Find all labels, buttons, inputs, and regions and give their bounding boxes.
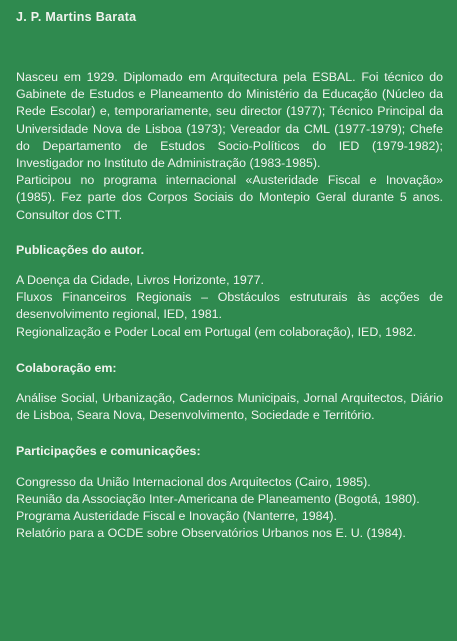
publication-item: Regionalização e Poder Local em Portugal (em colaboração), IED, 1982.	[16, 324, 417, 339]
publications-heading: Publicações do autor.	[16, 242, 145, 257]
biography	[16, 69, 443, 224]
publication-item: A Doença da Cidade, Livros Horizonte, 1977.	[16, 273, 264, 288]
collaboration-heading: Colaboração em:	[16, 360, 117, 375]
participation-item: Congresso da União Internacional dos Arquitectos (Cairo, 1985).	[16, 474, 371, 489]
collaboration-list	[16, 390, 443, 424]
collaboration-text: Análise Social, Urbanização, Cadernos Municipais, Jornal Arquitectos, Diário de Lisboa, Seara Nova, Desenvolvimento, Sociedade e Território.	[16, 391, 443, 423]
publication-item: Fluxos Financeiros Regionais – Obstáculos estruturais às acções de desenvolvimento regional, IED, 1981.	[16, 290, 443, 322]
participations-heading: Participações e comunicações:	[16, 444, 201, 459]
publications-list	[16, 272, 443, 341]
participation-item: Programa Austeridade Fiscal e Inovação (Nanterre, 1984).	[16, 509, 337, 524]
participations-list	[16, 474, 443, 543]
bio-paragraph: Nasceu em 1929. Diplomado em Arquitectura pela ESBAL. Foi técnico do Gabinete de Estudos e Planeamento do Ministério da Educação (Núcleo da Rede Escolar) e, temporariamente, seu director (1977); Técnico Principal da Universidade Nova de Lisboa (1973); Vereador da CML (1977-1979); Chefe do Departamento de Estudos Socio-Políticos do IED (1979-1982); Investigador no Instituto de Administração (1983-1985).	[16, 70, 443, 171]
bio-paragraph: Participou no programa internacional «Austeridade Fiscal e Inovação» (1985). Fez parte dos Corpos Sociais do Montepio Geral durante 5 anos. Consultor dos CTT.	[16, 173, 443, 222]
participation-item: Relatório para a OCDE sobre Observatórios Urbanos nos E. U. (1984).	[16, 526, 406, 541]
participation-item: Reunião da Associação Inter-Americana de Planeamento (Bogotá, 1980).	[16, 491, 420, 506]
author-name: J. P. Martins Barata	[16, 10, 137, 24]
